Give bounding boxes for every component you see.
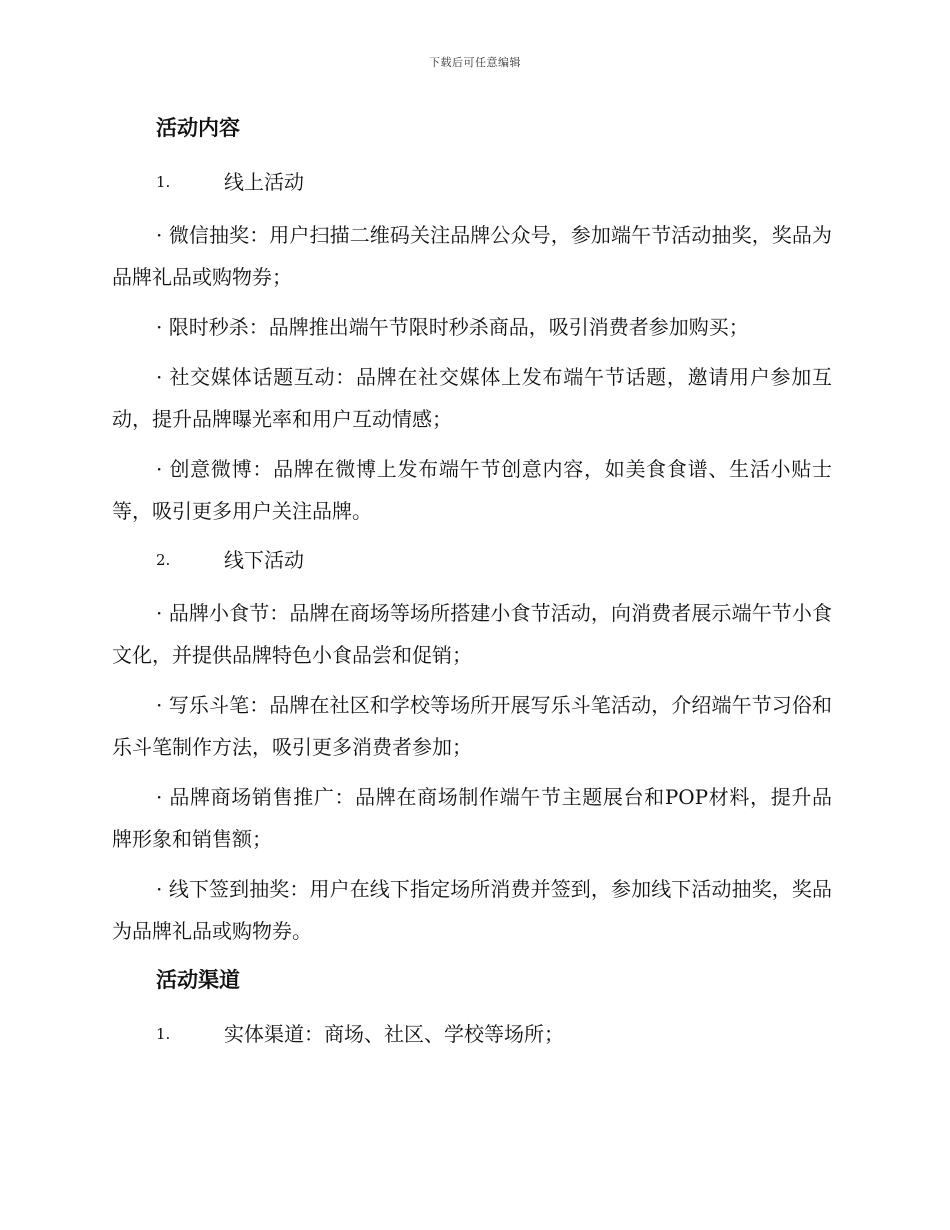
list-number: 1. [156, 1025, 171, 1043]
list-number: 2. [156, 551, 171, 569]
numbered-item-offline [112, 540, 832, 580]
bullet-paragraph: · 微信抽奖：用户扫描二维码关注品牌公众号，参加端午节活动抽奖，奖品为品牌礼品或购物券； [112, 223, 832, 289]
bullet-paragraph: · 线下签到抽奖：用户在线下指定场所消费并签到，参加线下活动抽奖，奖品为品牌礼品或购物券。 [112, 877, 832, 943]
section-heading-activity-channels: 活动渠道 [156, 967, 240, 992]
list-label: 实体渠道：商场、社区、学校等场所； [224, 1022, 564, 1046]
numbered-item-physical-channel [112, 1014, 832, 1054]
list-number: 1. [156, 173, 171, 191]
section-heading-activity-content: 活动内容 [156, 115, 240, 140]
list-label: 线上活动 [224, 170, 304, 194]
bullet-paragraph: · 品牌小食节：品牌在商场等场所搭建小食节活动，向消费者展示端午节小食文化，并提供品牌特色小食品尝和促销； [112, 601, 832, 667]
document-body [112, 108, 832, 1066]
bullet-paragraph: · 限时秒杀：品牌推出端午节限时秒杀商品，吸引消费者参加购买； [156, 315, 749, 339]
list-label: 线下活动 [224, 548, 304, 572]
bullet-paragraph: · 写乐斗笔：品牌在社区和学校等场所开展写乐斗笔活动，介绍端午节习俗和乐斗笔制作方法，吸引更多消费者参加； [112, 693, 832, 759]
header-note: 下载后可任意编辑 [429, 56, 521, 69]
bullet-paragraph: · 社交媒体话题互动：品牌在社交媒体上发布端午节话题，邀请用户参加互动，提升品牌曝光率和用户互动情感； [112, 365, 832, 431]
bullet-paragraph: · 创意微博：品牌在微博上发布端午节创意内容，如美食食谱、生活小贴士等，吸引更多用户关注品牌。 [112, 457, 832, 523]
bullet-paragraph: · 品牌商场销售推广：品牌在商场制作端午节主题展台和POP材料，提升品牌形象和销售额； [112, 785, 832, 851]
numbered-item-online [112, 162, 832, 202]
